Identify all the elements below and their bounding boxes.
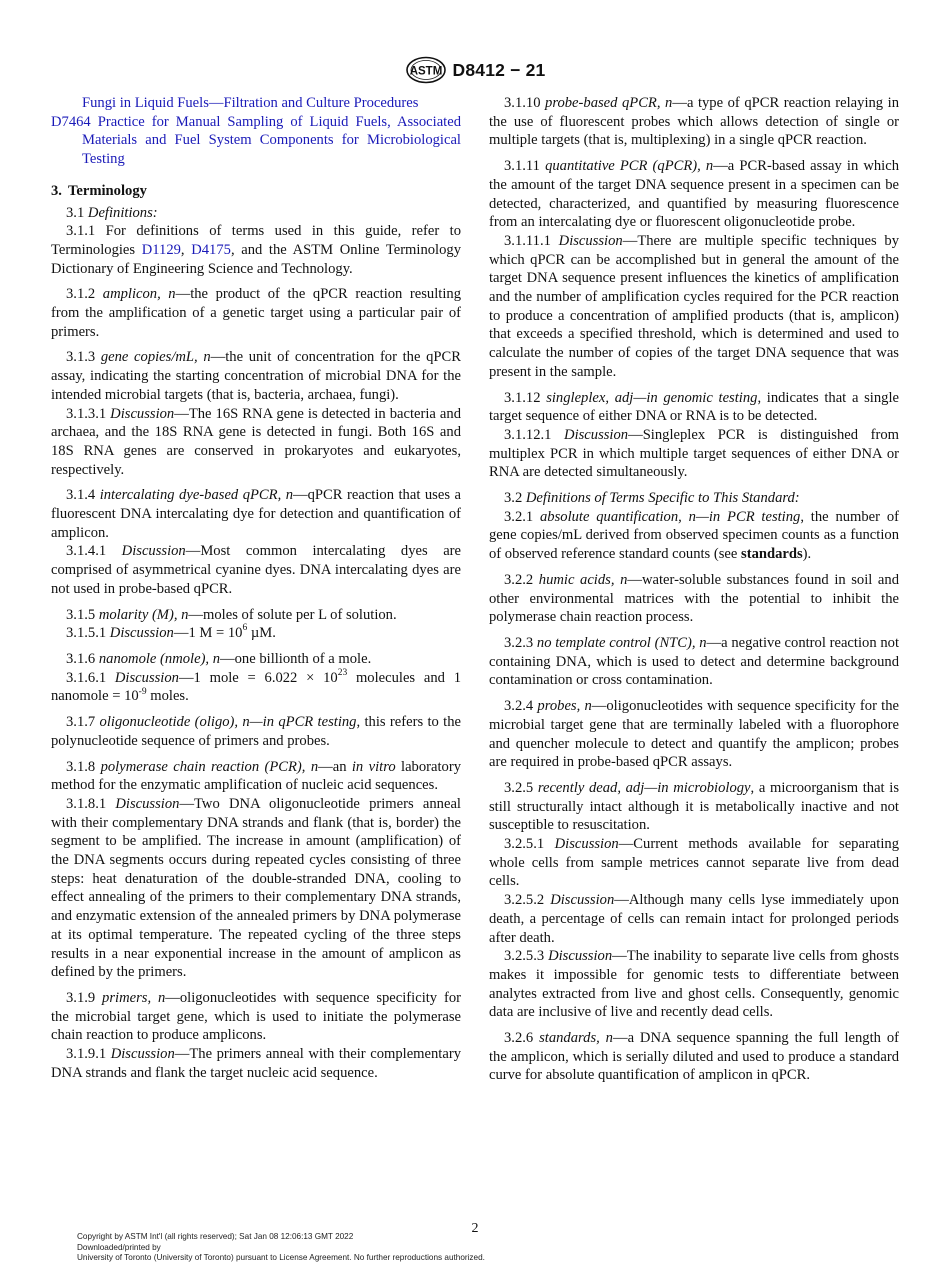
definition-probe-based-qpcr: 3.1.10 probe-based qPCR, n—a type of qPCR reaction relaying in the use of fluorescent probes which allows detection of single or multiple targets (that is, multiplexing) in a single qPCR reaction. <box>489 95 899 149</box>
astm-logo-icon <box>405 56 447 84</box>
discussion-3-1-8-1: 3.1.8.1 Discussion—Two DNA oligonucleotide primers anneal with their complementary DNA strands and flank (that is, border) the segment to be amplified. The increase in amount (amplification) of the DNA segments occurs during repeated cycles consisting of three steps: heat denaturation of the double-stranded DNA, cooling to effect annealing of the primers to their complementary DNA strands, and enzymatic extension of the annealed primers by DNA polymerase at its optimal temperature. The repeated cycling of the three steps results in a near exponential increase in the amount of amplicon as defined by the primers. <box>51 795 461 981</box>
definition-pcr: 3.1.8 polymerase chain reaction (PCR), n—an in vitro laboratory method for the enzymatic amplification of nucleic acid sequences. <box>51 758 461 794</box>
definition-humic-acids: 3.2.2 humic acids, n—water-soluble substances found in soil and other environmental matrices with the potential to inhibit the polymerase chain reaction process. <box>489 571 899 626</box>
definition-absolute-quantification: 3.2.1 absolute quantification, n—in PCR testing, the number of gene copies/mL derived from observed specimen counts as a function of observed reference standard counts (see standards). <box>489 508 899 563</box>
definition-qpcr: 3.1.11 quantitative PCR (qPCR), n—a PCR-based assay in which the amount of the target DNA sequence present in a specimen can be detected, characterized, and quantified by measuring fluorescence from an intercalating dye or fluorescent oligonucleotide probe. <box>489 158 900 231</box>
reference-continuation[interactable]: Fungi in Liquid Fuels—Filtration and Culture Procedures <box>82 95 419 111</box>
definition-intercalating-dye-qpcr: 3.1.4 intercalating dye-based qPCR, n—qPCR reaction that uses a fluorescent DNA intercalating dye for detection and quantification of amplicon. <box>51 487 462 541</box>
definition-recently-dead: 3.2.5 recently dead, adj—in microbiology, a microorganism that is still structurally intact although it is metabolically inactive and not susceptible to resuscitation. <box>489 779 899 834</box>
page-number: 2 <box>471 1221 479 1236</box>
definition-molarity: 3.1.5 molarity (M), n—moles of solute per L of solution. <box>66 606 397 623</box>
document-designation: D8412 − 21 <box>452 59 546 80</box>
definition-3-1-1: 3.1.1 For definitions of terms used in this guide, refer to Terminologies D1129, D4175, and the ASTM Online Terminology Dictionary of Engineering Science and Technology. <box>51 223 462 277</box>
discussion-3-1-9-1: 3.1.9.1 Discussion—The primers anneal with their complementary DNA strands and flank the target nucleic acid sequence. <box>51 1046 461 1081</box>
copyright-footer <box>77 1232 485 1264</box>
discussion-3-2-5-1: 3.2.5.1 Discussion—Current methods available for separating whole cells from sample metrices cannot separate live from dead cells. <box>489 836 899 890</box>
definition-singleplex: 3.1.12 singleplex, adj—in genomic testing, indicates that a single target sequence of either DNA or RNA is to be detected. <box>489 389 899 425</box>
section-heading-terminology: 3. Terminology <box>51 182 147 199</box>
definition-gene-copies: 3.1.3 gene copies/mL, n—the unit of concentration for the qPCR assay, indicating the starting concentration of microbial DNA for the intended microbial targets (that is, bacteria, archaea, fungi). <box>51 349 461 403</box>
definition-oligonucleotide: 3.1.7 oligonucleotide (oligo), n—in qPCR testing, this refers to the polynucleotide sequence of primers and probes. <box>51 714 461 749</box>
definition-nanomole: 3.1.6 nanomole (nmole), n—one billionth of a mole. <box>66 650 372 667</box>
left-column <box>51 94 461 1082</box>
definition-amplicon: 3.1.2 amplicon, n—the product of the qPCR reaction resulting from the amplification of a genetic target using a particular pair of primers. <box>51 286 461 340</box>
discussion-3-2-5-3: 3.2.5.3 Discussion—The inability to separate live cells from ghosts makes it impossible for genomic tests to differentiate between analytes extracted from live and ghost cells. Consequently, genomic data are inclusive of live and recently dead cells. <box>489 948 899 1021</box>
astm-logo-text: ASTM <box>409 65 442 78</box>
discussion-3-1-6-1: 3.1.6.1 Discussion—1 mole = $6.022 \times 10^{23}$ molecules and 1 nanomole = $10^{-9}$ moles. <box>51 667 461 705</box>
definition-standards: 3.2.6 standards, n—a DNA sequence spanning the full length of the amplicon, which is serially diluted and used to produce a standard curve for absolute quantification of amplicon in qPCR. <box>489 1030 899 1084</box>
right-column <box>489 94 899 1085</box>
definition-primers: 3.1.9 primers, n—oligonucleotides with sequence specificity for the microbial target gene, which is used to initiate the polymerase chain reaction to produce amplicons. <box>51 989 461 1044</box>
discussion-3-1-4-1: 3.1.4.1 Discussion—Most common intercalating dyes are comprised of asymmetrical cyanine dyes. DNA intercalating dyes are not used in probe-based qPCR. <box>51 543 462 597</box>
discussion-3-1-5-1: 3.1.5.1 Discussion—1 $M = 10^6$ µM. <box>66 623 276 642</box>
discussion-3-1-12-1: 3.1.12.1 Discussion—Singleplex PCR is distinguished from multiplex PCR in which multiple target sequences of either DNA or RNA are detected simultaneously. <box>489 426 900 481</box>
link-d1129[interactable]: D1129 <box>141 241 181 258</box>
definition-3-1: 3.1 Definitions: <box>66 204 158 221</box>
link-d4175[interactable]: D4175 <box>191 241 231 258</box>
reference-d7464[interactable]: D7464 Practice for Manual Sampling of Liquid Fuels, Associated Materials and Fuel System Components for Microbiological Testing <box>51 113 461 168</box>
footer-line-downloaded: Downloaded/printed by <box>77 1242 161 1252</box>
discussion-3-1-11-1: 3.1.11.1 Discussion—There are multiple specific techniques by which qPCR can be accomplished but in general the amount of the target DNA sequence present influences the kinetics of amplification and the number of amplification cycles required for the PCR reaction to produce a concentration of amplified products (that is, amplicon) that exceeds a specified threshold, which is determined and used to calculate the number of copies of the target DNA sequence that was present in the sample. <box>489 232 899 380</box>
definition-probes: 3.2.4 probes, n—oligonucleotides with sequence specificity for the microbial target gene that are terminally labeled with a fluorophore and quencher molecule to detect and quantify the amplicon; probes are required in probe-based qPCR assays. <box>489 698 900 771</box>
discussion-3-2-5-2: 3.2.5.2 Discussion—Although many cells lyse immediately upon death, a percentage of cells can remain intact for prolonged periods after death. <box>489 892 900 946</box>
definition-ntc: 3.2.3 no template control (NTC), n—a negative control reaction not containing DNA, which is used to detect and determine background contamination or cross contamination. <box>489 634 899 689</box>
page-header <box>0 56 950 84</box>
definition-3-2: 3.2 Definitions of Terms Specific to This Standard: <box>504 490 800 507</box>
discussion-3-1-3-1: 3.1.3.1 Discussion—The 16S RNA gene is detected in bacteria and archaea, and the 18S RNA gene is detected in fungi. Both 16S and 18S RNA genes are conserved in prokaryotes and eukaryotes, respectively. <box>51 405 461 478</box>
footer-line-copyright: Copyright by ASTM Int'l (all rights reserved); Sat Jan 08 12:06:13 GMT 2022 <box>77 1232 354 1241</box>
footer-line-license: University of Toronto (University of Toronto) pursuant to License Agreement. No further reproductions authorized. <box>77 1253 485 1263</box>
